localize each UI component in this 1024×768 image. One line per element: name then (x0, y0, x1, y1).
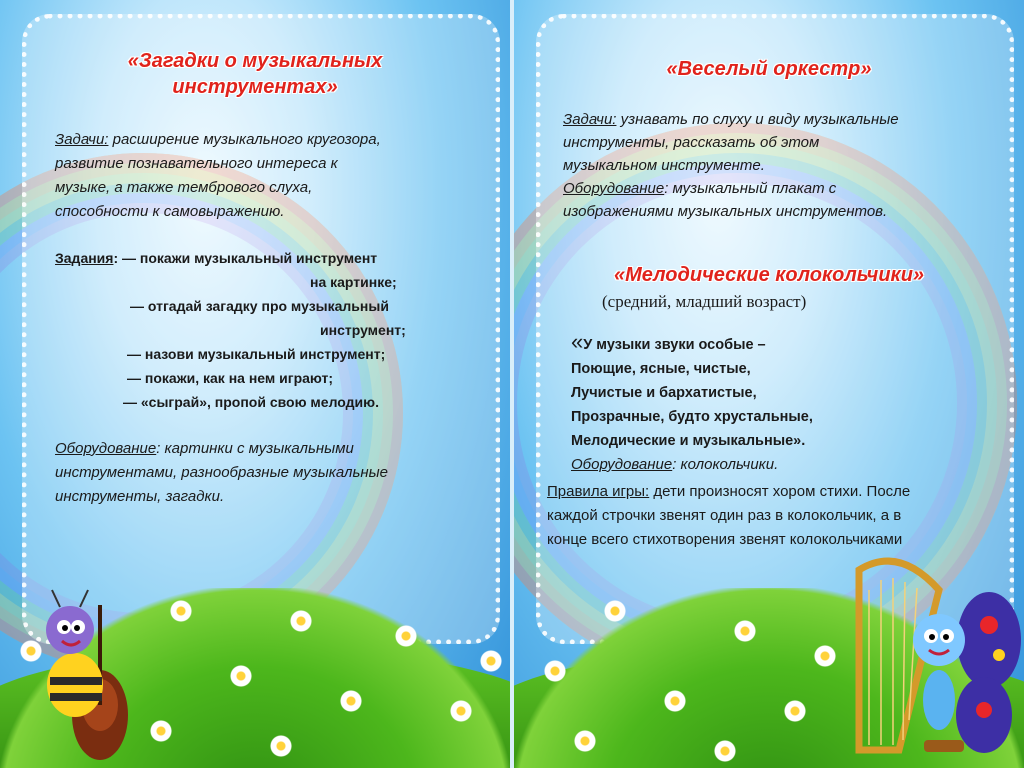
left-title (70, 48, 440, 100)
equipment-text: : музыкальный плакат с (664, 180, 837, 197)
poem-line: Поющие, ясные, чистые, (571, 361, 751, 377)
poem-open-quote: « (571, 329, 584, 354)
left-title-line1: «Загадки о музыкальных (127, 50, 383, 72)
tasks-text: узнавать по слуху и виду музыкальные (616, 111, 899, 128)
butterfly-harp-illustration (839, 550, 1024, 765)
daisy-icon (544, 660, 566, 682)
daisy-icon (814, 645, 836, 667)
left-tasks (55, 128, 495, 224)
age-note: (средний, младший возраст) (602, 292, 807, 311)
assignments-label: Задания (55, 250, 114, 266)
daisy-icon (290, 610, 312, 632)
tasks-text: инструменты, рассказать об этом (563, 134, 820, 151)
poem-line: Лучистые и бархатистые, (571, 385, 757, 401)
daisy-icon (714, 740, 736, 762)
daisy-icon (574, 730, 596, 752)
equipment-label: Оборудование (55, 440, 157, 457)
left-assignments (55, 246, 495, 414)
assignment-item: на картинке; (310, 274, 397, 290)
daisy-icon (170, 600, 192, 622)
equipment-text: инструменты, загадки. (55, 488, 225, 505)
daisy-icon (664, 690, 686, 712)
daisy-icon (480, 650, 502, 672)
daisy-icon (150, 720, 172, 742)
daisy-icon (340, 690, 362, 712)
assignment-item: : — покажи музыкальный инструмент (113, 250, 378, 266)
rules-text: каждой строчки звенят один раз в колокольчик, а в (547, 507, 902, 524)
equipment2-label: Оборудование (571, 456, 673, 473)
daisy-icon (734, 620, 756, 642)
tasks-text: музыке, а также тембрового слуха, (55, 179, 313, 196)
assignment-item: инструмент; (320, 322, 406, 338)
poem (571, 330, 1001, 453)
assignment-item: — отгадай загадку про музыкальный (130, 298, 389, 314)
equipment-text: изображениями музыкальных инструментов. (563, 203, 888, 220)
equipment2-text: : колокольчики. (672, 456, 779, 473)
tasks-text: расширение музыкального кругозора, (108, 131, 381, 148)
daisy-icon (450, 700, 472, 722)
daisy-icon (270, 735, 292, 757)
tasks-label: Задачи: (563, 111, 617, 128)
poem-line: Прозрачные, будто хрустальные, (571, 409, 813, 425)
right-title: «Веселый оркестр» (666, 58, 872, 80)
tasks-label: Задачи: (55, 131, 109, 148)
poem-line: У музыки звуки особые – (583, 337, 766, 353)
rules-text: дети произносят хором стихи. После (649, 483, 911, 500)
equipment-label: Оборудование (563, 180, 665, 197)
daisy-icon (604, 600, 626, 622)
right-equipment2 (571, 454, 1001, 476)
left-title-line2: инструментах» (172, 76, 338, 98)
rules-label: Правила игры: (547, 483, 650, 500)
tasks-text: способности к самовыражению. (55, 203, 285, 220)
game-rules (547, 480, 1017, 552)
daisy-icon (230, 665, 252, 687)
assignment-item: — «сыграй», пропой свою мелодию. (123, 394, 379, 410)
tasks-text: развитие познавательного интереса к (55, 155, 338, 172)
right-page (514, 0, 1024, 768)
left-equipment (55, 437, 495, 509)
equipment-text: : картинки с музыкальными (156, 440, 354, 457)
equipment-text: инструментами, разнообразные музыкальные (55, 464, 388, 481)
rules-text: конце всего стихотворения звенят колокольчиками (547, 531, 903, 548)
daisy-icon (784, 700, 806, 722)
assignment-item: — покажи, как на нем играют; (127, 370, 334, 386)
left-page (0, 0, 510, 768)
tasks-text: музыкальном инструменте. (563, 157, 765, 174)
daisy-icon (395, 625, 417, 647)
assignment-item: — назови музыкальный инструмент; (127, 346, 386, 362)
poem-line: Мелодические и музыкальные». (571, 433, 806, 449)
right-title2: «Мелодические колокольчики» (613, 264, 925, 286)
bee-cello-illustration (30, 585, 150, 765)
right-tasks (563, 108, 1003, 223)
